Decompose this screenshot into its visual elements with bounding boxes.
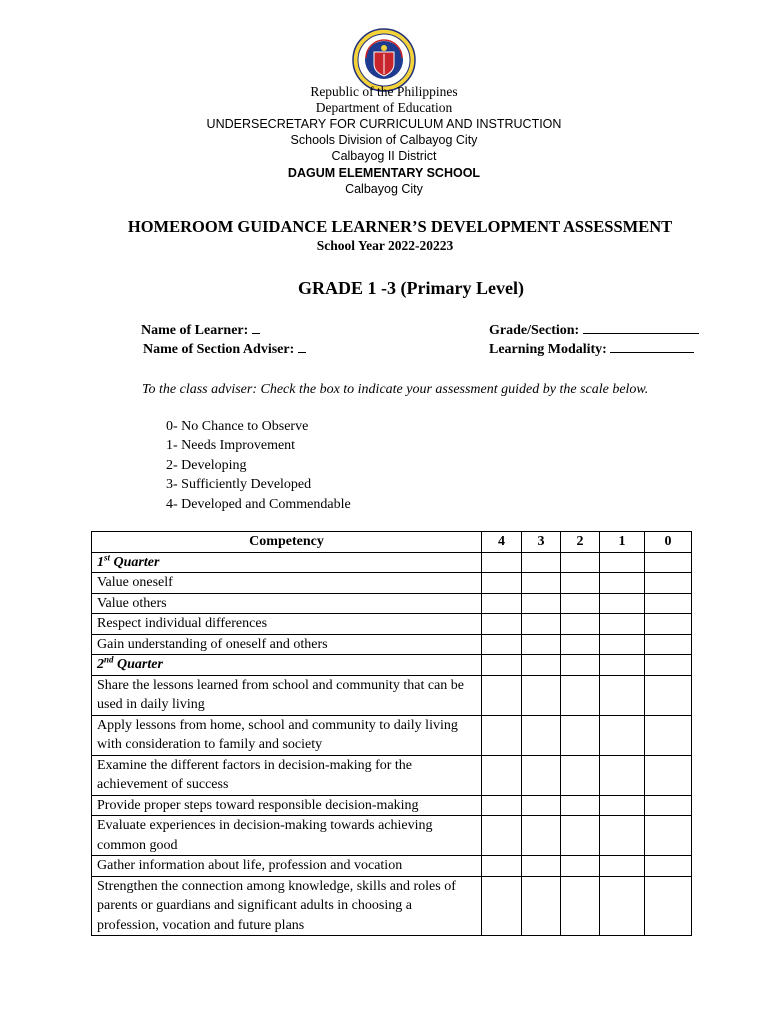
competency-text: Value others xyxy=(92,593,482,614)
header-division: Schools Division of Calbayog City xyxy=(290,133,478,147)
learner-name-value[interactable] xyxy=(252,320,260,334)
rating-cell[interactable] xyxy=(522,675,561,715)
rating-cell[interactable] xyxy=(522,856,561,877)
rating-cell[interactable] xyxy=(600,573,645,594)
rating-cell[interactable] xyxy=(482,795,522,816)
learner-name-label: Name of Learner: xyxy=(141,323,249,338)
column-header-4: 4 xyxy=(482,532,522,553)
quarter-2-heading xyxy=(92,655,482,676)
rating-cell[interactable] xyxy=(645,573,692,594)
rating-cell[interactable] xyxy=(522,715,561,755)
competency-text: Value oneself xyxy=(92,573,482,594)
column-header-0: 0 xyxy=(645,532,692,553)
rating-cell[interactable] xyxy=(561,755,600,795)
quarter-2-suffix: nd xyxy=(104,654,114,665)
rating-cell[interactable] xyxy=(482,816,522,856)
rating-cell[interactable] xyxy=(482,593,522,614)
rating-cell[interactable] xyxy=(482,614,522,635)
rating-cell[interactable] xyxy=(561,614,600,635)
rating-cell[interactable] xyxy=(522,593,561,614)
rating-cell[interactable] xyxy=(561,593,600,614)
table-row xyxy=(92,573,692,594)
rating-cell[interactable] xyxy=(561,795,600,816)
school-year: School Year 2022-20223 xyxy=(316,238,454,253)
rating-cell[interactable] xyxy=(645,552,692,573)
rating-cell[interactable] xyxy=(600,614,645,635)
rating-cell[interactable] xyxy=(645,634,692,655)
rating-cell[interactable] xyxy=(645,715,692,755)
rating-cell[interactable] xyxy=(522,614,561,635)
rating-cell[interactable] xyxy=(600,715,645,755)
rating-cell[interactable] xyxy=(482,675,522,715)
rating-cell[interactable] xyxy=(482,856,522,877)
rating-cell[interactable] xyxy=(561,876,600,936)
rating-cell[interactable] xyxy=(522,755,561,795)
scale-item: 4- Developed and Commendable xyxy=(166,496,351,512)
rating-cell[interactable] xyxy=(600,593,645,614)
rating-cell[interactable] xyxy=(561,675,600,715)
rating-cell[interactable] xyxy=(561,655,600,676)
rating-cell[interactable] xyxy=(522,655,561,676)
grade-section-label: Grade/Section: xyxy=(489,323,580,338)
header-office: UNDERSECRETARY FOR CURRICULUM AND INSTRUCTION xyxy=(206,117,562,131)
scale-item: 1- Needs Improvement xyxy=(166,438,296,454)
rating-cell[interactable] xyxy=(600,675,645,715)
table-row xyxy=(92,675,692,715)
rating-cell[interactable] xyxy=(561,816,600,856)
rating-cell[interactable] xyxy=(561,715,600,755)
rating-cell[interactable] xyxy=(645,675,692,715)
rating-cell[interactable] xyxy=(522,573,561,594)
learning-modality-field[interactable] xyxy=(489,339,694,358)
table-row xyxy=(92,634,692,655)
quarter-1-number: 1 xyxy=(97,554,104,570)
rating-cell[interactable] xyxy=(600,795,645,816)
rating-cell[interactable] xyxy=(600,552,645,573)
rating-cell[interactable] xyxy=(482,715,522,755)
learning-modality-value[interactable] xyxy=(610,339,694,353)
competency-text: Apply lessons from home, school and community to daily living with consideration to family and society xyxy=(92,715,482,755)
competency-text: Share the lessons learned from school and community that can be used in daily living xyxy=(92,675,482,715)
rating-cell[interactable] xyxy=(522,816,561,856)
quarter-row-2 xyxy=(92,655,692,676)
learner-name-field[interactable] xyxy=(141,320,260,339)
rating-cell[interactable] xyxy=(522,552,561,573)
rating-cell[interactable] xyxy=(600,816,645,856)
scale-item: 2- Developing xyxy=(166,457,247,473)
quarter-2-label: Quarter xyxy=(117,657,163,672)
rating-cell[interactable] xyxy=(645,614,692,635)
rating-cell[interactable] xyxy=(482,876,522,936)
rating-cell[interactable] xyxy=(482,655,522,676)
rating-cell[interactable] xyxy=(522,795,561,816)
rating-cell[interactable] xyxy=(645,795,692,816)
rating-cell[interactable] xyxy=(600,634,645,655)
rating-cell[interactable] xyxy=(522,876,561,936)
deped-seal-logo xyxy=(352,28,416,92)
adviser-name-field[interactable] xyxy=(143,339,306,358)
table-row xyxy=(92,876,692,936)
competency-text: Gain understanding of oneself and others xyxy=(92,634,482,655)
competency-text: Provide proper steps toward responsible decision-making xyxy=(92,795,482,816)
competency-text: Gather information about life, profession and vocation xyxy=(92,856,482,877)
learning-modality-label: Learning Modality: xyxy=(489,342,607,357)
table-row xyxy=(92,816,692,856)
table-row xyxy=(92,593,692,614)
rating-cell[interactable] xyxy=(561,573,600,594)
rating-cell[interactable] xyxy=(600,856,645,877)
quarter-1-label: Quarter xyxy=(113,554,160,570)
competency-text: Strengthen the connection among knowledge, skills and roles of parents or guardians and significant adults in choosing a profession, vocation and future plans xyxy=(92,876,482,936)
rating-cell[interactable] xyxy=(482,634,522,655)
quarter-1-heading xyxy=(92,552,482,573)
grade-section-field[interactable] xyxy=(489,320,699,339)
header-district: Calbayog II District xyxy=(331,149,437,163)
rating-cell[interactable] xyxy=(482,755,522,795)
quarter-row-1 xyxy=(92,552,692,573)
rating-cell[interactable] xyxy=(482,573,522,594)
scale-item: 0- No Chance to Observe xyxy=(166,419,309,434)
column-header-1: 1 xyxy=(600,532,645,553)
rating-cell[interactable] xyxy=(600,876,645,936)
grade-level: GRADE 1 -3 (Primary Level) xyxy=(298,278,524,298)
competency-text: Examine the different factors in decision-making for the achievement of success xyxy=(92,755,482,795)
table-row xyxy=(92,755,692,795)
header-country: Republic of the Philippines xyxy=(310,84,458,99)
header-department: Department of Education xyxy=(315,100,453,115)
adviser-name-label: Name of Section Adviser: xyxy=(143,342,295,357)
rating-cell[interactable] xyxy=(561,634,600,655)
column-header-competency: Competency xyxy=(92,532,482,553)
table-row xyxy=(92,614,692,635)
adviser-instruction: To the class adviser: Check the box to indicate your assessment guided by the scale below. xyxy=(142,382,649,397)
rating-cell[interactable] xyxy=(561,856,600,877)
rating-cell[interactable] xyxy=(645,593,692,614)
rating-cell[interactable] xyxy=(645,876,692,936)
competency-text: Respect individual differences xyxy=(92,614,482,635)
document-title: HOMEROOM GUIDANCE LEARNER’S DEVELOPMENT ASSESSMENT xyxy=(127,217,673,236)
adviser-name-value[interactable] xyxy=(298,339,306,353)
rating-cell[interactable] xyxy=(645,755,692,795)
scale-item: 3- Sufficiently Developed xyxy=(166,477,312,493)
header-city: Calbayog City xyxy=(345,182,423,196)
rating-cell[interactable] xyxy=(600,755,645,795)
table-row xyxy=(92,856,692,877)
header-school: DAGUM ELEMENTARY SCHOOL xyxy=(287,166,481,180)
column-header-2: 2 xyxy=(561,532,600,553)
rating-cell[interactable] xyxy=(645,856,692,877)
rating-cell[interactable] xyxy=(482,552,522,573)
rating-cell[interactable] xyxy=(561,552,600,573)
quarter-2-number: 2 xyxy=(97,657,104,672)
table-row xyxy=(92,795,692,816)
competency-table xyxy=(91,531,692,936)
competency-text: Evaluate experiences in decision-making towards achieving common good xyxy=(92,816,482,856)
table-row xyxy=(92,715,692,755)
rating-cell[interactable] xyxy=(600,655,645,676)
table-header-row xyxy=(92,532,692,553)
rating-scale-list xyxy=(166,417,351,514)
column-header-3: 3 xyxy=(522,532,561,553)
rating-cell[interactable] xyxy=(645,655,692,676)
quarter-1-suffix: st xyxy=(104,551,111,562)
rating-cell[interactable] xyxy=(645,816,692,856)
grade-section-value[interactable] xyxy=(583,320,699,334)
rating-cell[interactable] xyxy=(522,634,561,655)
